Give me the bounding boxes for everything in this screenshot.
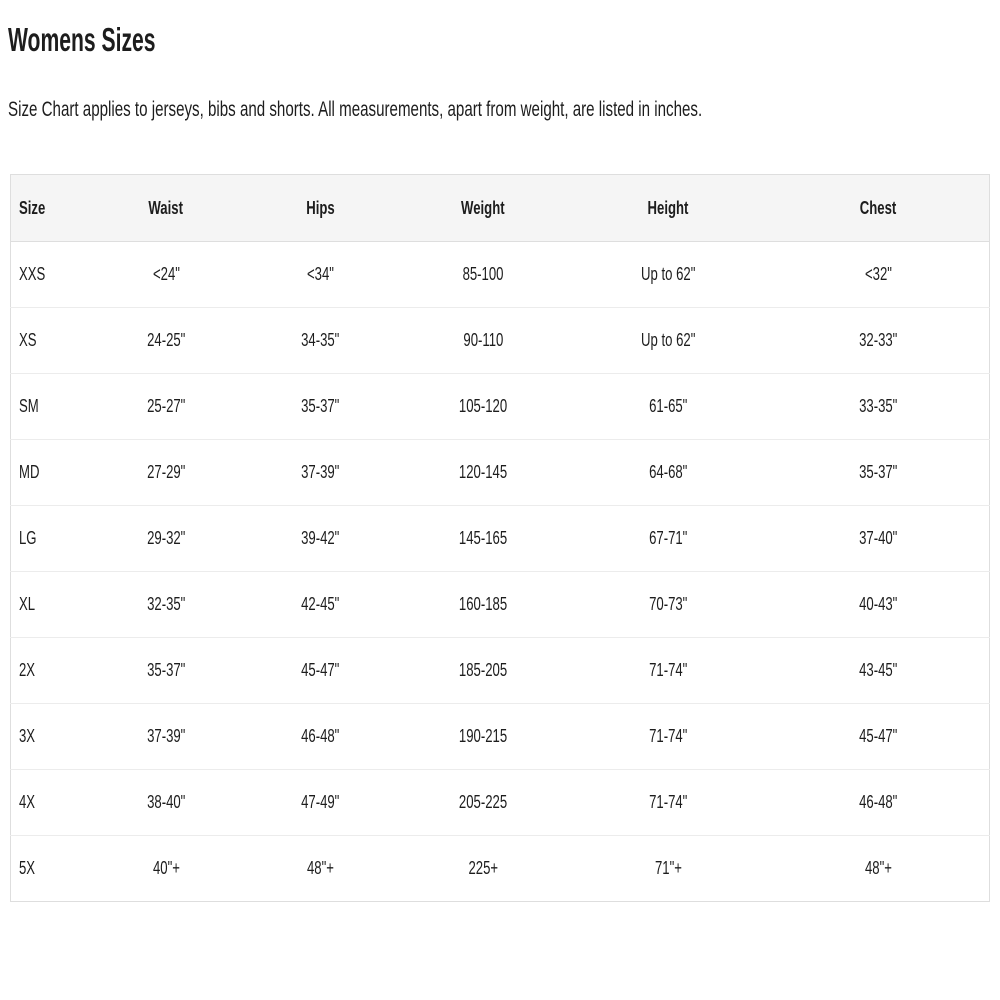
measurement-value: 71"+ [654, 858, 682, 878]
column-header-label: Hips [306, 197, 335, 218]
value-cell [243, 770, 398, 836]
value-cell [243, 374, 398, 440]
size-label: XXS [19, 264, 46, 284]
size-cell [11, 770, 90, 836]
measurement-value: <32" [865, 264, 892, 284]
measurement-value: 61-65" [648, 396, 688, 416]
value-cell [398, 836, 568, 902]
measurement-value: 46-48" [301, 726, 340, 746]
measurement-value: 71-74" [648, 660, 688, 680]
size-label: MD [19, 462, 40, 482]
measurement-value: <34" [307, 264, 334, 284]
measurement-value: 40-43" [859, 594, 898, 614]
size-cell [11, 440, 90, 506]
measurement-value: 105-120 [458, 396, 508, 416]
value-cell [89, 242, 243, 308]
column-header-hips [243, 175, 398, 242]
size-label: 4X [19, 792, 36, 812]
measurement-value: 46-48" [859, 792, 898, 812]
size-chart-table [10, 174, 990, 902]
value-cell [768, 572, 990, 638]
measurement-value: 29-32" [146, 528, 186, 548]
value-cell [768, 704, 990, 770]
measurement-value: 67-71" [648, 528, 688, 548]
value-cell [398, 770, 568, 836]
measurement-value: 32-33" [859, 330, 898, 350]
table-row [11, 836, 990, 902]
table-row [11, 308, 990, 374]
column-header-label: Chest [860, 197, 897, 218]
value-cell [243, 440, 398, 506]
value-cell [398, 704, 568, 770]
value-cell [243, 704, 398, 770]
measurement-value: 160-185 [458, 594, 508, 614]
value-cell [89, 506, 243, 572]
measurement-value: 35-37" [146, 660, 186, 680]
measurement-value: 25-27" [146, 396, 186, 416]
value-cell [398, 506, 568, 572]
value-cell [398, 638, 568, 704]
table-row [11, 440, 990, 506]
value-cell [89, 440, 243, 506]
size-label: SM [19, 396, 39, 416]
value-cell [568, 506, 768, 572]
size-label: XL [19, 594, 36, 614]
measurement-value: 85-100 [462, 264, 504, 284]
value-cell [568, 440, 768, 506]
value-cell [89, 638, 243, 704]
table-row [11, 506, 990, 572]
size-label: XS [19, 330, 37, 350]
value-cell [398, 572, 568, 638]
value-cell [568, 572, 768, 638]
size-cell [11, 242, 90, 308]
size-cell [11, 638, 90, 704]
measurement-value: 48"+ [307, 858, 334, 878]
measurement-value: 45-47" [859, 726, 898, 746]
value-cell [89, 374, 243, 440]
measurement-value: 71-74" [648, 792, 688, 812]
value-cell [89, 770, 243, 836]
size-cell [11, 374, 90, 440]
measurement-value: <24" [152, 264, 180, 284]
column-header-weight [398, 175, 568, 242]
measurement-value: 42-45" [301, 594, 340, 614]
column-header-waist [89, 175, 243, 242]
measurement-value: 64-68" [648, 462, 688, 482]
size-label: LG [19, 528, 37, 548]
table-row [11, 242, 990, 308]
measurement-value: 185-205 [458, 660, 508, 680]
table-header [11, 175, 990, 242]
size-label: 2X [19, 660, 36, 680]
value-cell [398, 242, 568, 308]
size-label: 3X [19, 726, 36, 746]
page-title [8, 22, 990, 58]
value-cell [243, 836, 398, 902]
table-row [11, 572, 990, 638]
size-cell [11, 836, 90, 902]
value-cell [568, 374, 768, 440]
value-cell [568, 704, 768, 770]
measurement-value: 43-45" [859, 660, 898, 680]
value-cell [768, 374, 990, 440]
value-cell [568, 308, 768, 374]
measurement-value: 37-40" [859, 528, 898, 548]
measurement-value: 39-42" [301, 528, 340, 548]
measurement-value: 38-40" [146, 792, 186, 812]
page-subtitle [8, 98, 990, 122]
value-cell [768, 638, 990, 704]
table-row [11, 770, 990, 836]
value-cell [568, 638, 768, 704]
table-body [11, 242, 990, 902]
measurement-value: 24-25" [146, 330, 186, 350]
value-cell [768, 836, 990, 902]
value-cell [768, 770, 990, 836]
value-cell [768, 242, 990, 308]
value-cell [89, 836, 243, 902]
value-cell [89, 308, 243, 374]
value-cell [398, 308, 568, 374]
measurement-value: 37-39" [146, 726, 186, 746]
measurement-value: 27-29" [146, 462, 186, 482]
size-cell [11, 506, 90, 572]
value-cell [398, 440, 568, 506]
value-cell [768, 506, 990, 572]
value-cell [768, 440, 990, 506]
table-row [11, 374, 990, 440]
table-row [11, 704, 990, 770]
column-header-label: Height [647, 197, 689, 218]
value-cell [568, 836, 768, 902]
measurement-value: 190-215 [458, 726, 508, 746]
measurement-value: 70-73" [648, 594, 688, 614]
page-title-text: Womens Sizes [8, 21, 156, 58]
measurement-value: 40"+ [152, 858, 180, 878]
page-subtitle-text: Size Chart applies to jerseys, bibs and shorts. All measurements, apart from weight, are listed in inches. [8, 98, 703, 121]
value-cell [243, 506, 398, 572]
header-row [11, 175, 990, 242]
value-cell [243, 242, 398, 308]
column-header-label: Size [19, 197, 46, 218]
measurement-value: 48"+ [865, 858, 892, 878]
measurement-value: 47-49" [301, 792, 340, 812]
value-cell [768, 308, 990, 374]
value-cell [568, 242, 768, 308]
size-cell [11, 308, 90, 374]
table-row [11, 638, 990, 704]
measurement-value: 35-37" [859, 462, 898, 482]
measurement-value: 71-74" [648, 726, 688, 746]
value-cell [89, 572, 243, 638]
measurement-value: 33-35" [859, 396, 898, 416]
measurement-value: 45-47" [301, 660, 340, 680]
measurement-value: 145-165 [458, 528, 508, 548]
size-cell [11, 704, 90, 770]
value-cell [398, 374, 568, 440]
column-header-size [11, 175, 90, 242]
column-header-label: Waist [148, 197, 184, 218]
measurement-value: Up to 62" [640, 264, 696, 284]
size-cell [11, 572, 90, 638]
size-label: 5X [19, 858, 36, 878]
measurement-value: 225+ [468, 858, 498, 878]
measurement-value: 205-225 [458, 792, 508, 812]
measurement-value: 34-35" [301, 330, 340, 350]
value-cell [243, 308, 398, 374]
column-header-chest [768, 175, 990, 242]
column-header-height [568, 175, 768, 242]
measurement-value: 120-145 [458, 462, 508, 482]
measurement-value: 37-39" [301, 462, 340, 482]
measurement-value: 90-110 [463, 330, 503, 350]
measurement-value: 32-35" [146, 594, 186, 614]
measurement-value: Up to 62" [640, 330, 696, 350]
measurement-value: 35-37" [301, 396, 340, 416]
value-cell [243, 572, 398, 638]
value-cell [243, 638, 398, 704]
column-header-label: Weight [461, 197, 505, 218]
value-cell [89, 704, 243, 770]
value-cell [568, 770, 768, 836]
